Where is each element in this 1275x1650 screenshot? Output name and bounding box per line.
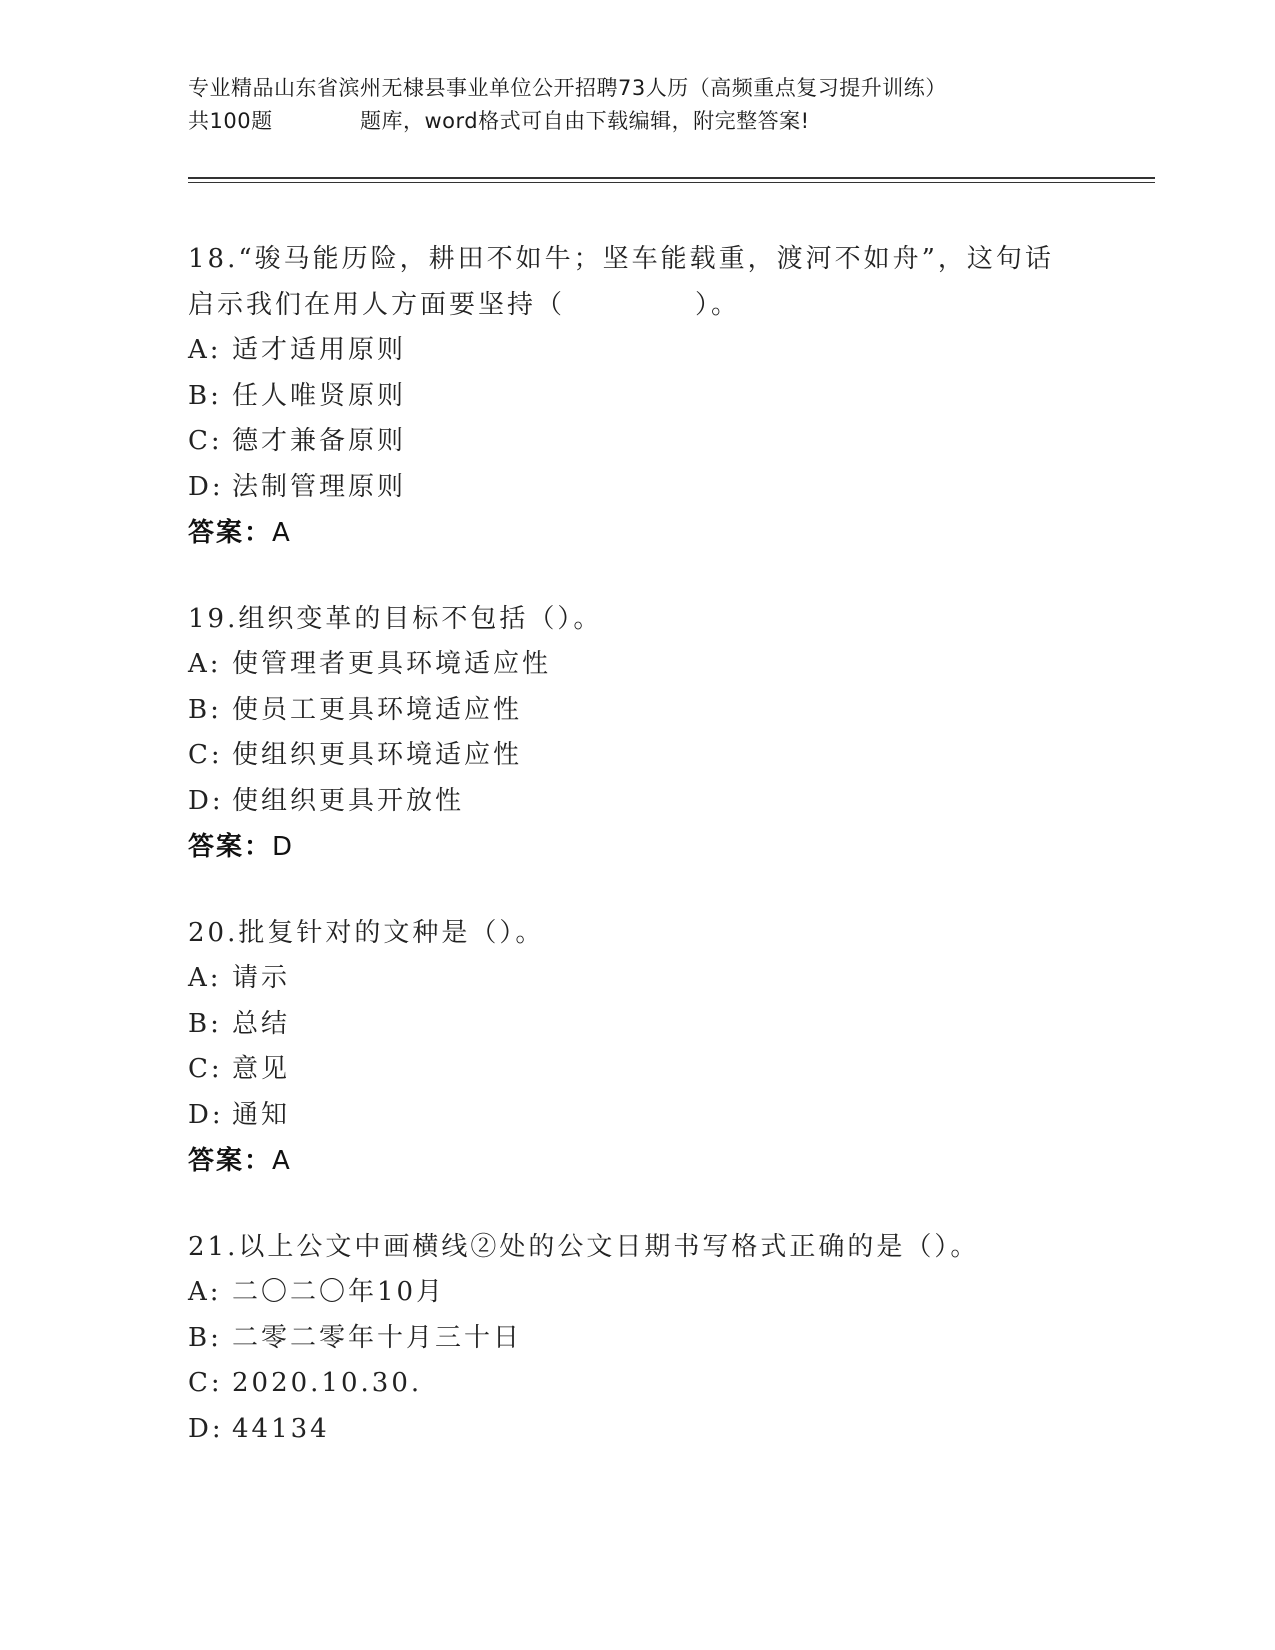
answer-line xyxy=(188,510,1148,556)
answer-value: A xyxy=(272,1146,292,1176)
option-letter: D: xyxy=(188,471,224,502)
option-text: 使组织更具环境适应性 xyxy=(232,740,523,770)
option-text: 使组织更具开放性 xyxy=(232,785,465,816)
answer-label: 答案： xyxy=(188,832,273,862)
header-question-count: 共100题 xyxy=(188,109,273,133)
option-a xyxy=(188,642,1148,688)
option-b xyxy=(188,1002,1148,1048)
header-divider-thin xyxy=(188,182,1155,183)
question-20 xyxy=(188,910,1148,1184)
option-text: 2020.10.30. xyxy=(232,1368,423,1398)
option-text: 使管理者更具环境适应性 xyxy=(232,649,552,679)
option-c xyxy=(188,733,1148,779)
header-description: 题库，word格式可自由下载编辑，附完整答案! xyxy=(360,109,810,133)
question-21 xyxy=(188,1224,1148,1452)
answer-line xyxy=(188,1138,1148,1184)
header-subtitle-line xyxy=(188,105,1088,138)
option-letter: C: xyxy=(188,426,223,456)
option-b xyxy=(188,688,1148,734)
option-letter: C: xyxy=(188,740,223,770)
option-c xyxy=(188,419,1148,465)
option-text: 适才适用原则 xyxy=(232,335,407,365)
document-header xyxy=(188,72,1088,138)
question-text: 21.以上公文中画横线②处的公文日期书写格式正确的是（）。 xyxy=(188,1232,980,1262)
option-a xyxy=(188,956,1148,1002)
option-text: 任人唯贤原则 xyxy=(232,380,407,411)
question-18 xyxy=(188,236,1148,556)
question-text: 18.“骏马能历险，耕田不如牛；坚车能载重，渡河不如舟”，这句话 xyxy=(188,244,1054,274)
option-d xyxy=(188,465,1148,511)
option-text: 法制管理原则 xyxy=(232,471,407,502)
option-text: 德才兼备原则 xyxy=(232,426,407,456)
option-text: 二零二零年十月三十日 xyxy=(232,1322,523,1353)
option-letter: B: xyxy=(188,694,222,725)
option-text: 请示 xyxy=(232,963,291,993)
option-a xyxy=(188,1270,1148,1316)
option-letter: A: xyxy=(188,649,222,679)
question-text-end: ）。 xyxy=(695,290,741,320)
option-text: 使员工更具环境适应性 xyxy=(232,694,523,725)
option-b xyxy=(188,374,1148,420)
header-divider-thick xyxy=(188,177,1155,179)
option-letter: D: xyxy=(188,1413,224,1444)
option-a xyxy=(188,328,1148,374)
answer-value: A xyxy=(272,518,292,548)
option-letter: B: xyxy=(188,380,222,411)
question-19 xyxy=(188,596,1148,870)
option-d xyxy=(188,779,1148,825)
question-text-start: 启示我们在用人方面要坚持（ xyxy=(188,290,566,320)
answer-value: D xyxy=(272,832,295,862)
option-d xyxy=(188,1093,1148,1139)
option-letter: A: xyxy=(188,963,222,993)
option-letter: D: xyxy=(188,1099,224,1130)
question-text-continued xyxy=(188,282,1148,328)
option-b xyxy=(188,1316,1148,1362)
answer-label: 答案： xyxy=(188,1146,273,1176)
option-c xyxy=(188,1361,1148,1407)
option-letter: C: xyxy=(188,1368,223,1398)
option-text: 通知 xyxy=(232,1099,291,1130)
answer-line xyxy=(188,824,1148,870)
option-c xyxy=(188,1047,1148,1093)
answer-label: 答案： xyxy=(188,518,273,548)
option-d xyxy=(188,1407,1148,1453)
question-text: 20.批复针对的文种是（）。 xyxy=(188,918,545,948)
option-letter: A: xyxy=(188,1277,222,1307)
option-letter: A: xyxy=(188,335,222,365)
option-letter: B: xyxy=(188,1322,222,1353)
header-title-line: 专业精品山东省滨州无棣县事业单位公开招聘73人历（高频重点复习提升训练） xyxy=(188,76,947,100)
option-text: 二〇二〇年10月 xyxy=(232,1277,446,1307)
question-list xyxy=(188,236,1148,1492)
option-text: 44134 xyxy=(232,1413,330,1444)
option-letter: C: xyxy=(188,1054,223,1084)
question-text: 19.组织变革的目标不包括（）。 xyxy=(188,604,603,634)
option-letter: B: xyxy=(188,1008,222,1039)
option-letter: D: xyxy=(188,785,224,816)
option-text: 总结 xyxy=(232,1008,291,1039)
option-text: 意见 xyxy=(232,1054,291,1084)
